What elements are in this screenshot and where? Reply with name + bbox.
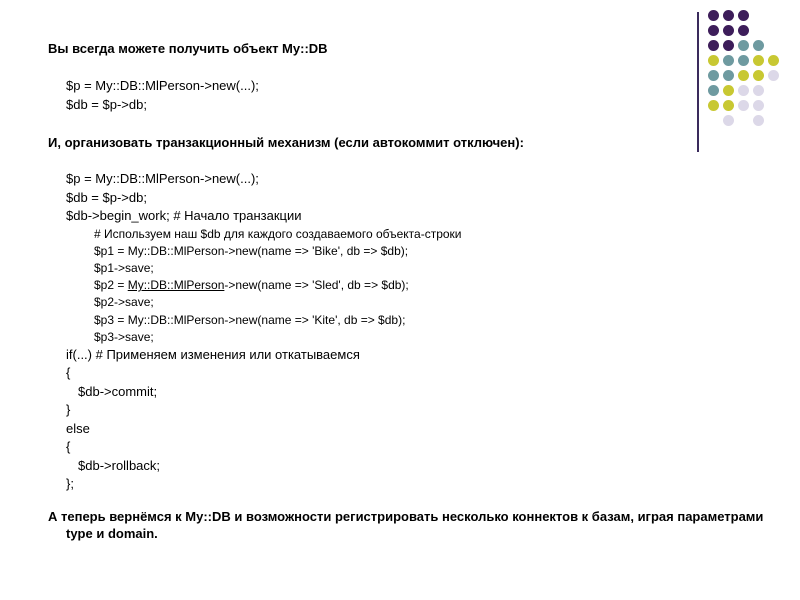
code-line-2: $db = $p->db; (66, 189, 147, 205)
code-line-17: $db->rollback; (78, 457, 161, 473)
code-line-6: $p1->save; (94, 260, 154, 275)
code-line-7-part-c: ->new(name => 'Sled', db => $db); (224, 278, 409, 293)
decor-dot (723, 10, 734, 21)
code-line-10: $p3->save; (94, 329, 154, 344)
p3-text: А теперь вернёмся к My::DB и возможности регистрировать несколько коннектов к базам, играя параметрами type и domain. (48, 508, 764, 541)
code-line-4: # Используем наш $db для каждого создаваемого объекта-строки (94, 226, 462, 241)
code-line-13: $db->commit; (78, 383, 158, 399)
slide-content (48, 40, 788, 542)
code-line-7-link[interactable]: My::DB::MlPerson (127, 278, 225, 293)
code-line-14: } (66, 402, 71, 418)
decor-dot (723, 25, 734, 36)
code-line-12: { (66, 365, 71, 381)
decor-dot (738, 10, 749, 21)
code-line-8: $p2->save; (94, 295, 154, 310)
p1-heading: Вы всегда можете получить объект My::DB (48, 41, 328, 56)
code-line-3: $db->begin_work; # Начало транзакции (66, 208, 302, 223)
code-line-9: $p3 = My::DB::MlPerson->new(name => 'Kite', db => $db); (94, 312, 406, 327)
code-line-1: $p = My::DB::MlPerson->new(...); (66, 171, 259, 186)
code-line-18: }; (66, 476, 74, 492)
decor-dot (708, 10, 719, 21)
code-line-15: else (66, 420, 90, 436)
decor-dot (708, 25, 719, 36)
decor-dot (738, 25, 749, 36)
p1-code-line-2: $db = $p->db; (66, 96, 147, 112)
code-line-7 (48, 277, 788, 294)
code-line-16: { (66, 439, 71, 455)
code-line-7-part-a: $p2 = (94, 278, 128, 293)
p1-code-line-1: $p = My::DB::MlPerson->new(...); (66, 78, 259, 93)
code-line-5: $p1 = My::DB::MlPerson->new(name => 'Bike', db => $db); (94, 243, 409, 258)
p2-heading: И, организовать транзакционный механизм (если автокоммит отключен): (48, 135, 524, 150)
code-line-11: if(...) # Применяем изменения или откатываемся (66, 346, 360, 362)
